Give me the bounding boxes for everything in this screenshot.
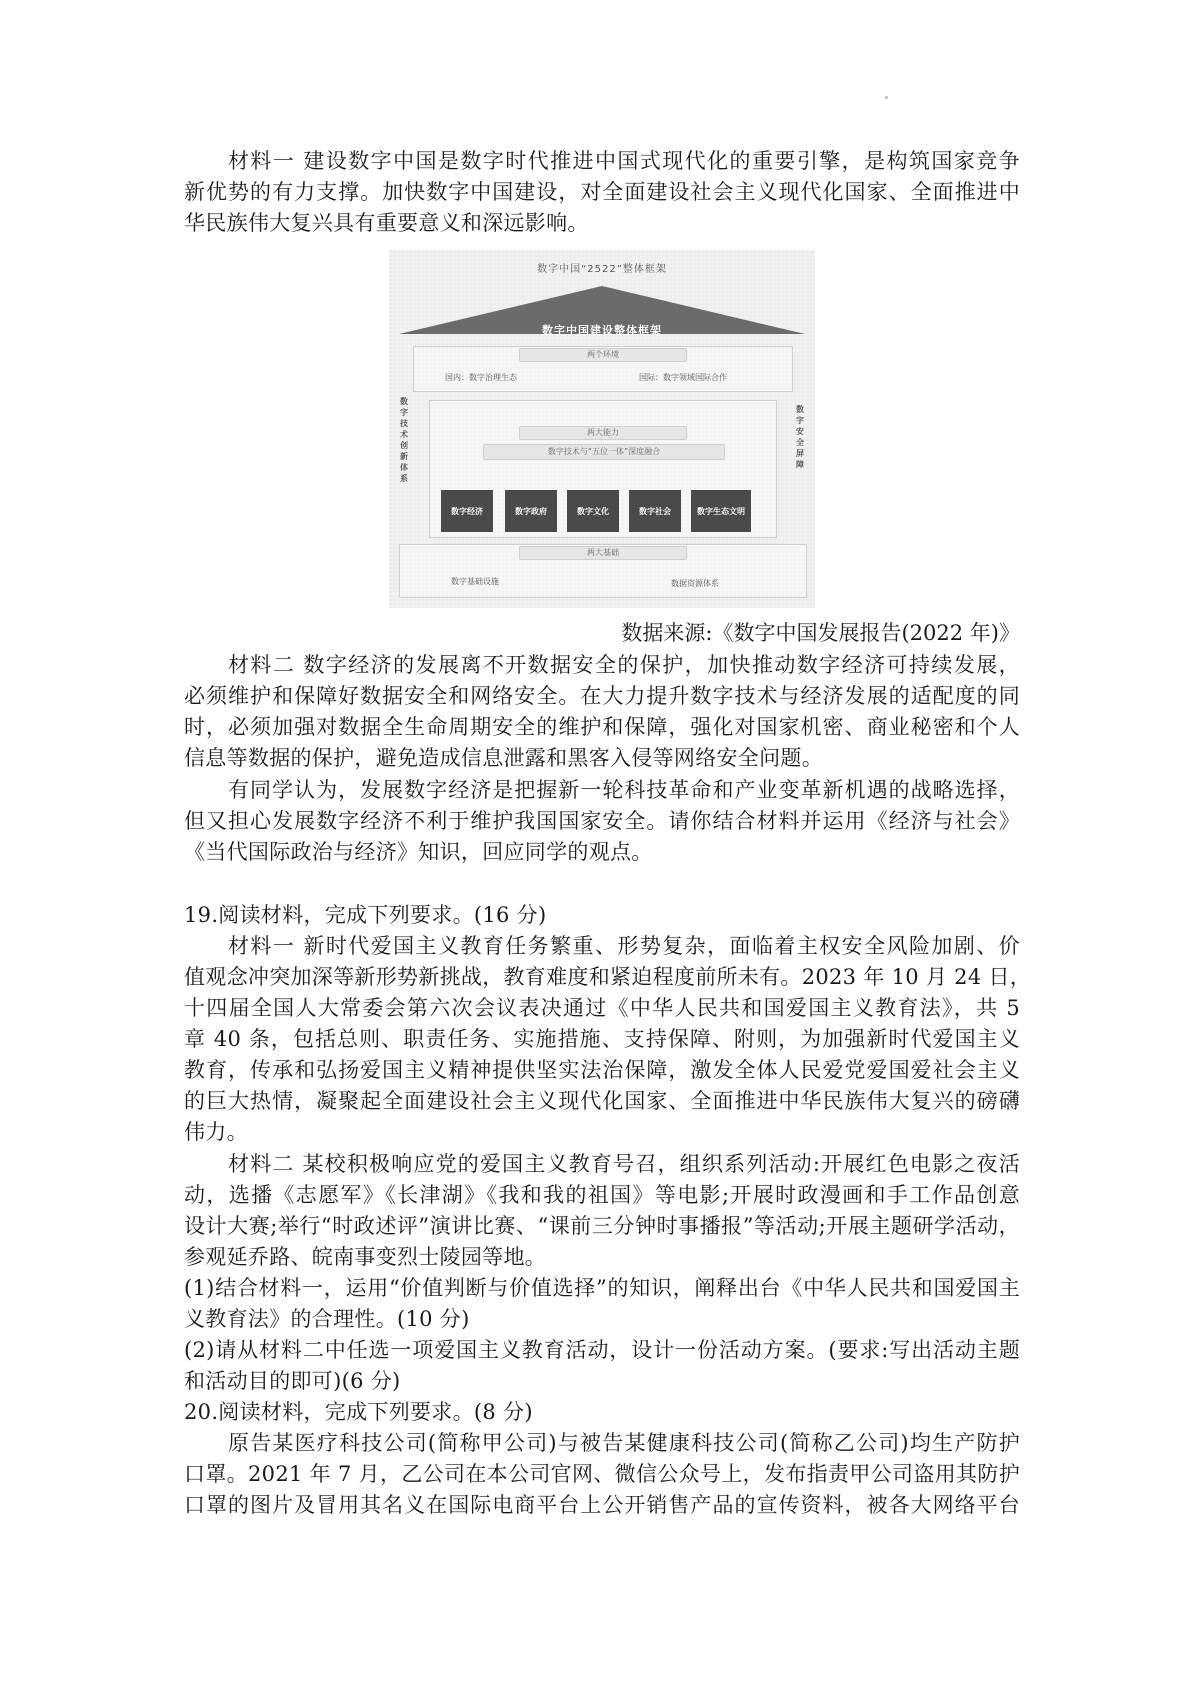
infrastructure-label: 数字基础设施 (451, 577, 499, 586)
text-line: 但又担心发展数字经济不利于维护我国国家安全。请你结合材料并运用《经济与社会》 (184, 809, 1020, 833)
text-line: 口罩的图片及冒用其名义在国际电商平台上公开销售产品的宣传资料，被各大网络平台 (184, 1493, 1020, 1517)
text-line: 《当代国际政治与经济》知识，回应同学的观点。 (184, 840, 653, 864)
q19-part2 (184, 1335, 1020, 1397)
text-line: 义教育法》的合理性。(10 分) (184, 1307, 470, 1331)
q19-material2-paragraph (184, 1149, 1020, 1273)
text-line: 原告某医疗科技公司(简称甲公司)与被告某健康科技公司(简称乙公司)均生产防护 (228, 1431, 1020, 1455)
international-label: 国际：数字领域国际合作 (639, 373, 727, 382)
q20-material-paragraph (184, 1428, 1020, 1521)
resource-label: 数据资源体系 (671, 579, 719, 588)
material1-paragraph (184, 146, 1020, 239)
scan-speck (885, 96, 888, 99)
text-line: 十四届全国人大常委会第六次会议表决通过《中华人民共和国爱国主义教育法》，共 5 (184, 996, 1020, 1020)
q20-header: 20.阅读材料，完成下列要求。(8 分) (184, 1400, 533, 1424)
text-line: 时，必须加强对数据全生命周期安全的维护和保障，强化对国家机密、商业秘密和个人 (184, 715, 1020, 739)
text-line: 的巨大热情，凝聚起全面建设社会主义现代化国家、全面推进中华民族伟大复兴的磅礴 (184, 1089, 1020, 1113)
text-line: 有同学认为，发展数字经济是把握新一轮科技革命和产业变革新机遇的战略选择， (228, 778, 1020, 802)
material2-paragraph (184, 650, 1020, 774)
text-line: 参观延乔路、皖南事变烈士陵园等地。 (184, 1245, 547, 1269)
pillar-digital-economy: 数字经济 (441, 490, 493, 532)
q19-part1 (184, 1273, 1020, 1335)
text-line: 材料二 某校积极响应党的爱国主义教育号召，组织系列活动:开展红色电影之夜活 (228, 1152, 1020, 1176)
digital-china-framework-diagram (389, 250, 815, 608)
text-line: 必须维护和保障好数据安全和网络安全。在大力提升数字技术与经济发展的适配度的同 (184, 684, 1020, 708)
text-line: (2)请从材料二中任选一项爱国主义教育活动，设计一份活动方案。(要求:写出活动主题 (184, 1338, 1020, 1362)
text-line: 材料一 建设数字中国是数字时代推进中国式现代化的重要引擎，是构筑国家竞争 (228, 149, 1020, 173)
diagram-title: 数字中国“2522”整体框架 (537, 264, 667, 275)
text-line: (1)结合材料一，运用“价值判断与价值选择”的知识，阐释出台《中华人民共和国爱国主 (184, 1276, 1020, 1300)
text-line: 设计大赛;举行“时政述评”演讲比赛、“课前三分钟时事播报”等活动;开展主题研学活动， (184, 1214, 1020, 1238)
text-line: 动，选播《志愿军》《长津湖》《我和我的祖国》等电影;开展时政漫画和手工作品创意 (184, 1183, 1020, 1207)
text-line: 材料二 数字经济的发展离不开数据安全的保护，加快推动数字经济可持续发展， (228, 653, 1020, 677)
text-line: 和活动目的即可)(6 分) (184, 1369, 401, 1393)
text-line: 伟力。 (184, 1120, 248, 1144)
right-side-label: 数字安全屏障 (796, 405, 804, 469)
text-line: 章 40 条，包括总则、职责任务、实施措施、支持保障、附则，为加强新时代爱国主义 (184, 1027, 1020, 1051)
text-line: 华民族伟大复兴具有重要意义和深远影响。 (184, 211, 589, 235)
text-line: 新优势的有力支撑。加快数字中国建设，对全面建设社会主义现代化国家、全面推进中 (184, 180, 1020, 204)
pillar-digital-government: 数字政府 (505, 490, 557, 532)
text-line: 教育，传承和弘扬爱国主义精神提供坚实法治保障，激发全体人民爱党爱国爱社会主义 (184, 1058, 1020, 1082)
pillar-digital-ecology: 数字生态文明 (691, 490, 751, 532)
source-note: 数据来源:《数字中国发展报告(2022 年)》 (621, 621, 1020, 645)
domestic-label: 国内：数字治理生态 (445, 373, 517, 382)
text-line: 信息等数据的保护，避免造成信息泄露和黑客入侵等网络安全问题。 (184, 746, 823, 770)
pillar-digital-society: 数字社会 (629, 490, 681, 532)
two-foundations-tag: 两大基础 (519, 546, 687, 560)
question-paragraph (184, 775, 1020, 868)
two-environments-tag: 两个环境 (519, 348, 687, 362)
q19-header: 19.阅读材料，完成下列要求。(16 分) (184, 903, 547, 927)
left-side-label: 数字技术创新体系 (400, 397, 408, 483)
roof-label: 数字中国建设整体框架 (542, 324, 662, 337)
pillar-digital-culture: 数字文化 (567, 490, 619, 532)
text-line: 口罩。2021 年 7 月，乙公司在本公司官网、微信公众号上，发布指责甲公司盗用其防护 (184, 1462, 1020, 1486)
two-capabilities-tag: 两大能力 (519, 426, 687, 440)
q19-material1-paragraph (184, 931, 1032, 1148)
integration-tag: 数字技术与“五位一体”深度融合 (483, 444, 725, 460)
text-line: 值观念冲突加深等新形势新挑战，教育难度和紧迫程度前所未有。2023 年 10 月 24 日， (184, 965, 1032, 989)
text-line: 材料一 新时代爱国主义教育任务繁重、形势复杂，面临着主权安全风险加剧、价 (228, 934, 1020, 958)
